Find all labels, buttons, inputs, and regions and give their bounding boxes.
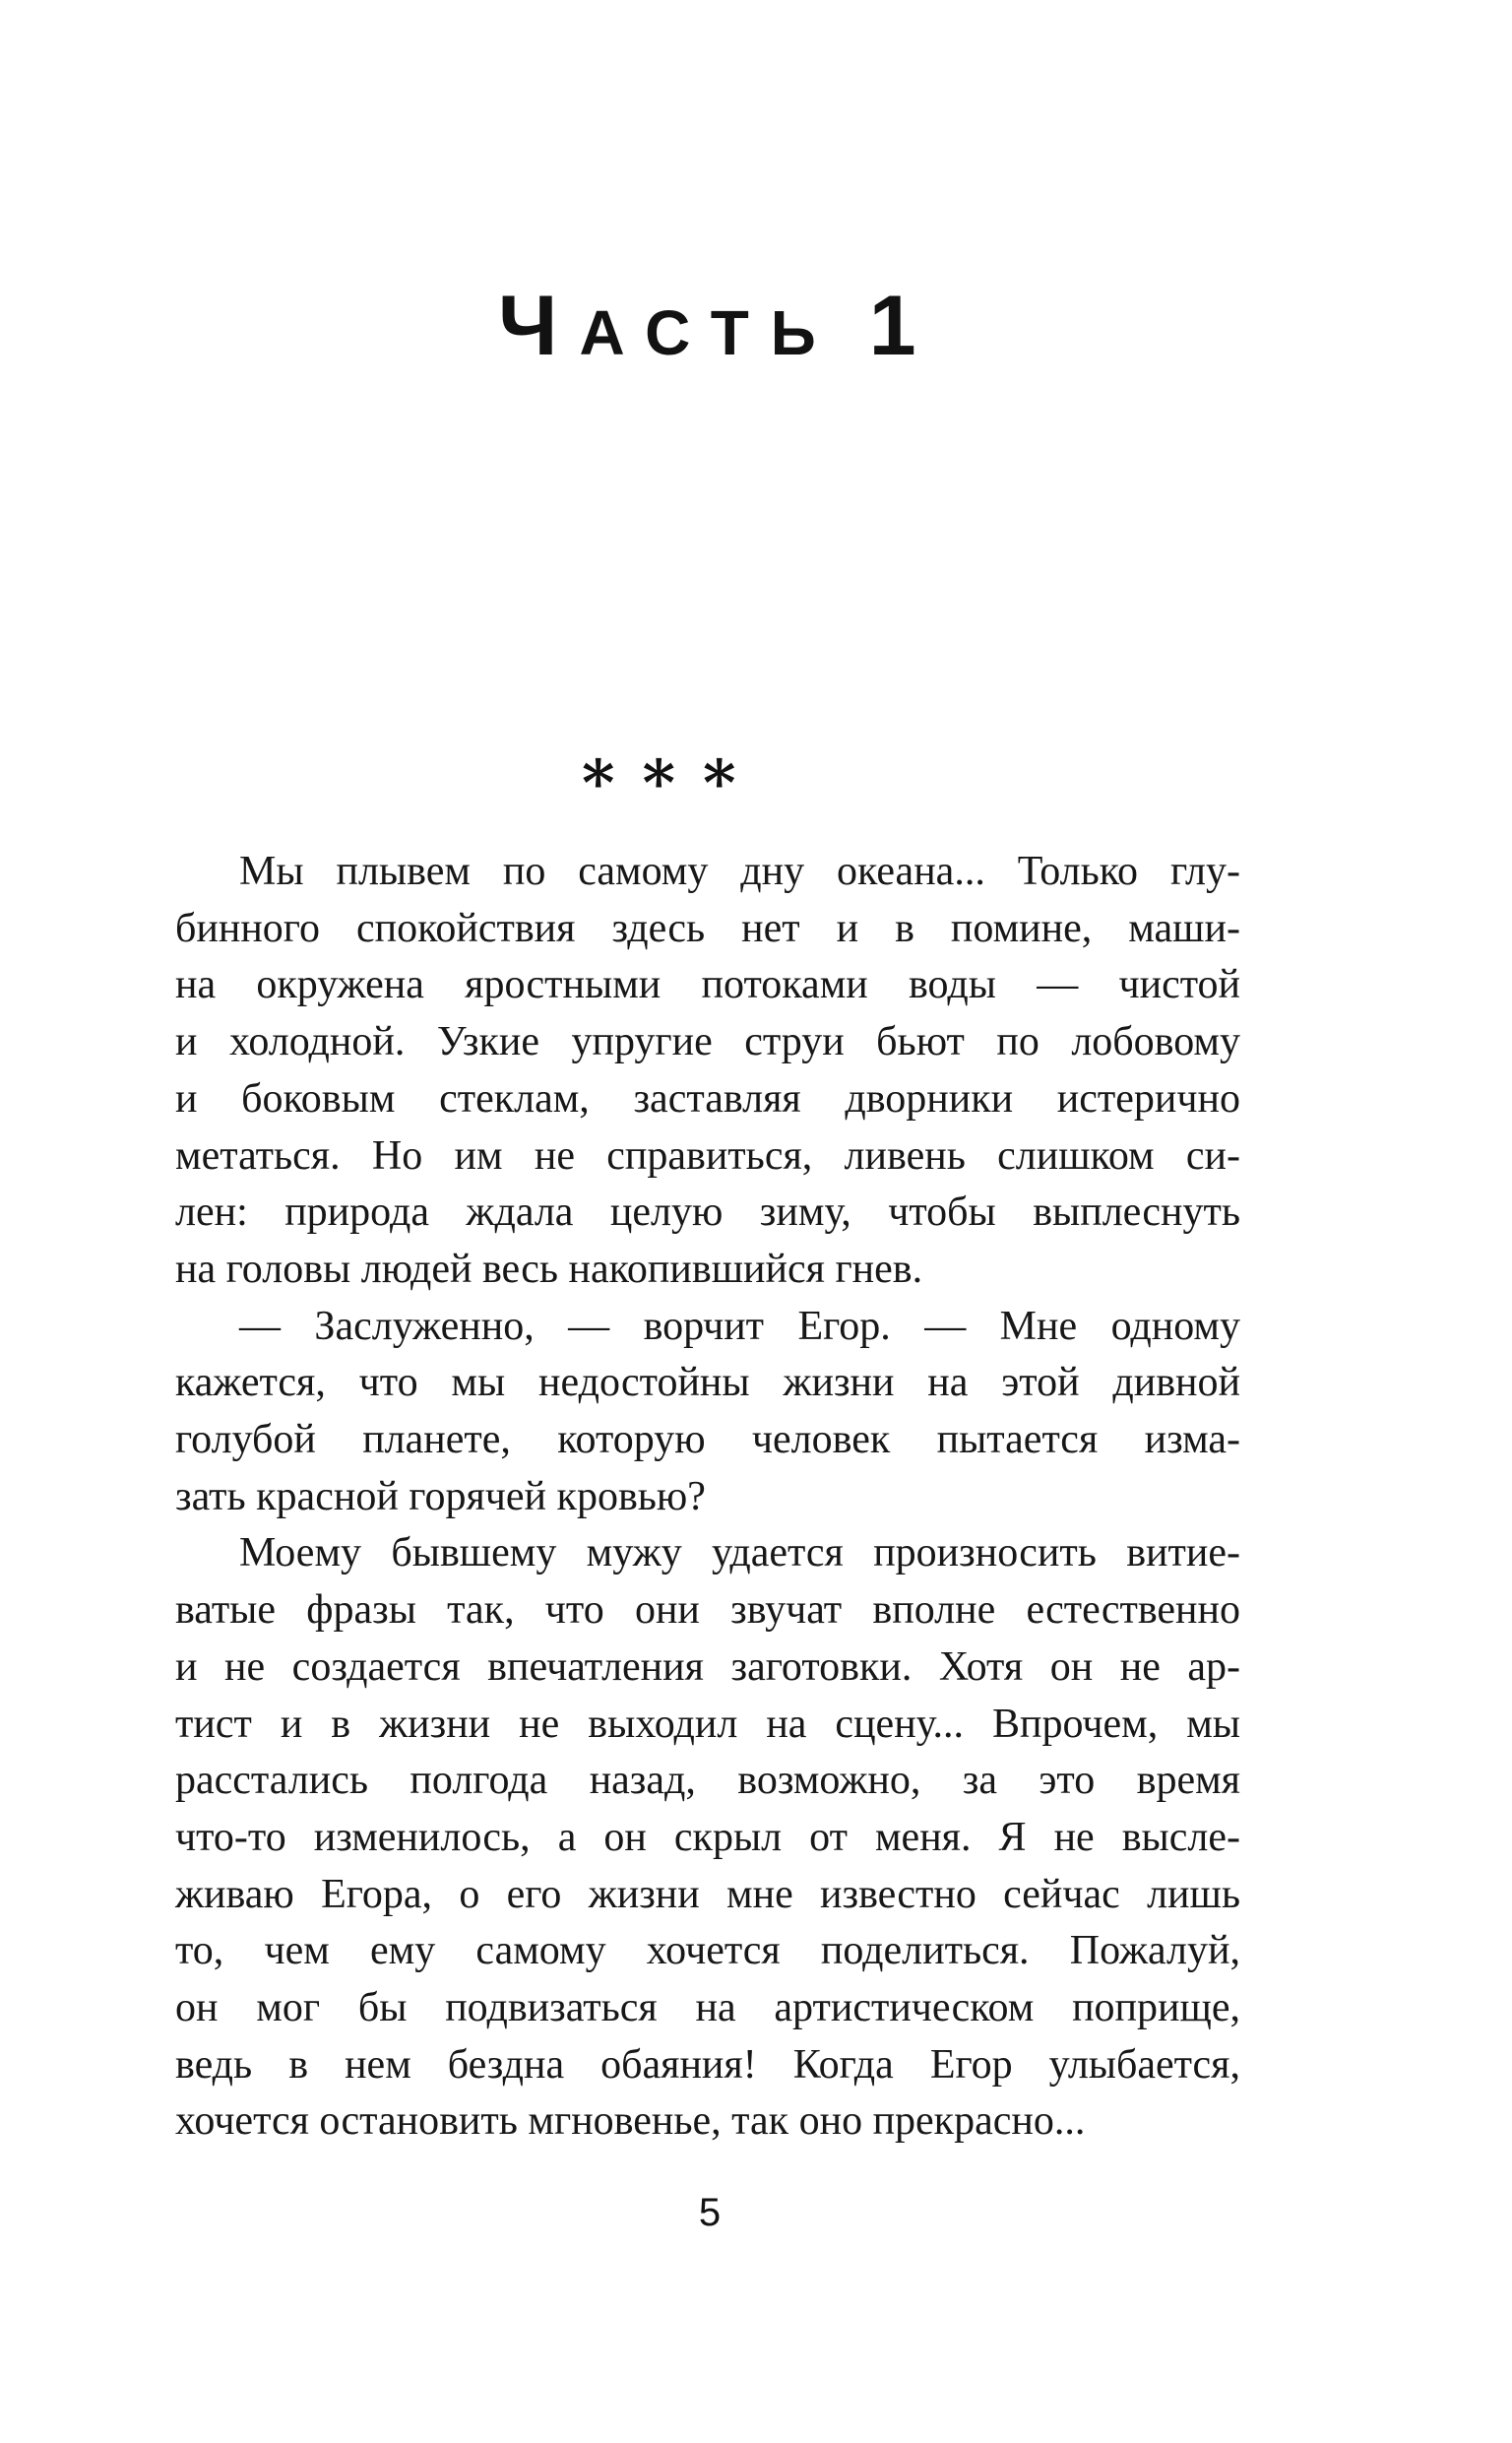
- text-line: живаю Егора, о его жизни мне известно сейчас лишь: [175, 1871, 1240, 1917]
- text-line: — Заслуженно, — ворчит Егор. — Мне одному: [239, 1303, 1240, 1349]
- text-line: он мог бы подвизаться на артистическом поприще,: [175, 1985, 1240, 2031]
- text-line: и холодной. Узкие упругие струи бьют по лобовому: [175, 1019, 1240, 1065]
- text-line: то, чем ему самому хочется поделиться. Пожалуй,: [175, 1928, 1240, 1974]
- asterisk-icon: *: [642, 746, 675, 820]
- text-line: Мы плывем по самому дну океана... Только глу-: [239, 849, 1240, 894]
- paragraph: [175, 1525, 1240, 2151]
- chapter-number: 1: [868, 279, 916, 373]
- page-number: 5: [698, 2191, 722, 2234]
- text-line: ведь в нем бездна обаяния! Когда Егор улыбается,: [175, 2041, 1240, 2088]
- text-line: хочется остановить мгновенье, так оно прекрасно...: [175, 2098, 1086, 2145]
- text-line: зать красной горячей кровью?: [175, 1473, 706, 1519]
- text-line: Моему бывшему мужу удается произносить витие-: [239, 1530, 1240, 1576]
- text-block: [175, 844, 1240, 2151]
- text-line: голубой планете, которую человек пытается изма-: [175, 1417, 1240, 1463]
- text-line: ватые фразы так, что они звучат вполне естественно: [175, 1587, 1240, 1634]
- text-line: на головы людей весь накопившийся гнев.: [175, 1246, 923, 1292]
- text-line: и не создается впечатления заготовки. Хотя он не ар-: [175, 1643, 1240, 1690]
- text-line: кажется, что мы недостойны жизни на этой дивной: [175, 1360, 1240, 1406]
- text-line: расстались полгода назад, возможно, за это время: [175, 1758, 1240, 1804]
- text-line: тист и в жизни не выходил на сцену... Впрочем, мы: [175, 1701, 1240, 1747]
- chapter-title: ЧАСТЬ: [498, 279, 838, 373]
- text-line: что-то изменилось, а он скрыл от меня. Я не высле-: [175, 1814, 1240, 1860]
- text-line: метаться. Но им не справиться, ливень слишком си-: [175, 1132, 1240, 1179]
- asterisk-icon: *: [582, 746, 615, 820]
- text-line: и боковым стеклам, заставляя дворники истерично: [175, 1075, 1240, 1122]
- text-line: лен: природа ждала целую зиму, чтобы выплеснуть: [175, 1189, 1240, 1236]
- section-separator: [582, 746, 736, 820]
- asterisk-icon: *: [702, 746, 736, 820]
- chapter-heading: [498, 279, 916, 375]
- text-line: на окружена яростными потоками воды — чистой: [175, 962, 1240, 1008]
- text-line: бинного спокойствия здесь нет и в помине, маши-: [175, 905, 1240, 951]
- paragraph: [175, 844, 1240, 1299]
- paragraph: [175, 1299, 1240, 1526]
